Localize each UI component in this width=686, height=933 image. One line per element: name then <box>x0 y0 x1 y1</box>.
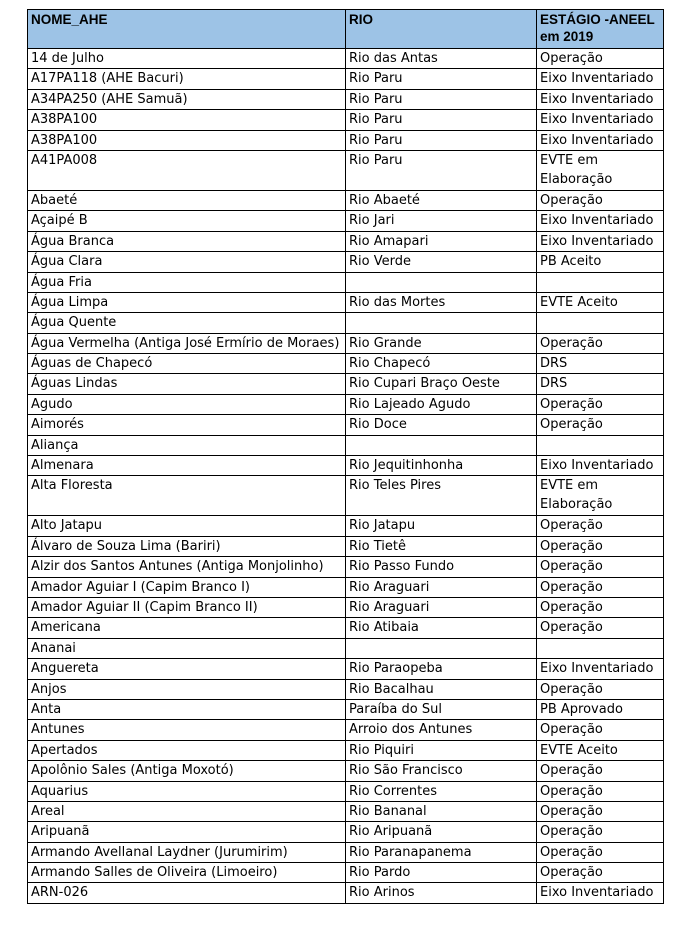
cell-estagio: Eixo Inventariado <box>537 69 664 89</box>
table-row <box>28 863 664 883</box>
cell-rio: Rio São Francisco <box>346 761 537 781</box>
cell-estagio: Operação <box>537 842 664 862</box>
table-row <box>28 557 664 577</box>
cell-nome-ahe: Apolônio Sales (Antiga Moxotó) <box>28 761 346 781</box>
cell-estagio: Eixo Inventariado <box>537 883 664 903</box>
cell-estagio: PB Aceito <box>537 252 664 272</box>
table-row <box>28 211 664 231</box>
table-row <box>28 842 664 862</box>
table-row <box>28 49 664 69</box>
cell-nome-ahe: Aripuanã <box>28 822 346 842</box>
cell-nome-ahe: Aquarius <box>28 781 346 801</box>
cell-rio: Rio Pardo <box>346 863 537 883</box>
cell-rio: Rio Araguari <box>346 597 537 617</box>
table-row <box>28 252 664 272</box>
table-row <box>28 110 664 130</box>
cell-rio: Rio Paru <box>346 110 537 130</box>
cell-estagio: Operação <box>537 394 664 414</box>
table-row <box>28 272 664 292</box>
table-row <box>28 659 664 679</box>
header-estagio <box>537 10 664 49</box>
cell-estagio: Operação <box>537 720 664 740</box>
table-row <box>28 89 664 109</box>
cell-rio: Rio Verde <box>346 252 537 272</box>
cell-nome-ahe: Álvaro de Souza Lima (Bariri) <box>28 536 346 556</box>
cell-estagio: Operação <box>537 781 664 801</box>
cell-estagio <box>537 313 664 333</box>
header-nome-ahe: NOME_AHE <box>28 10 346 49</box>
cell-nome-ahe: Ananai <box>28 638 346 658</box>
cell-estagio: Operação <box>537 801 664 821</box>
cell-nome-ahe: A38PA100 <box>28 130 346 150</box>
spreadsheet-table-wrapper <box>27 9 664 904</box>
cell-rio: Rio Amapari <box>346 231 537 251</box>
cell-estagio: Eixo Inventariado <box>537 659 664 679</box>
table-row <box>28 699 664 719</box>
cell-nome-ahe: Amador Aguiar I (Capim Branco I) <box>28 577 346 597</box>
cell-nome-ahe: Água Limpa <box>28 292 346 312</box>
cell-rio: Rio Bacalhau <box>346 679 537 699</box>
cell-estagio: DRS <box>537 374 664 394</box>
cell-estagio: Operação <box>537 557 664 577</box>
cell-estagio: Operação <box>537 536 664 556</box>
cell-estagio: Operação <box>537 190 664 210</box>
cell-nome-ahe: Água Clara <box>28 252 346 272</box>
cell-estagio: Operação <box>537 415 664 435</box>
cell-rio: Rio Tietê <box>346 536 537 556</box>
cell-rio: Rio Atibaia <box>346 618 537 638</box>
cell-estagio: EVTE em Elaboração <box>537 150 664 190</box>
cell-rio <box>346 313 537 333</box>
cell-rio: Rio Paru <box>346 150 537 190</box>
cell-rio: Rio Piquiri <box>346 740 537 760</box>
cell-nome-ahe: A17PA118 (AHE Bacuri) <box>28 69 346 89</box>
cell-rio: Rio Jari <box>346 211 537 231</box>
cell-estagio <box>537 638 664 658</box>
cell-rio <box>346 272 537 292</box>
cell-estagio: Operação <box>537 516 664 536</box>
cell-nome-ahe: Armando Avellanal Laydner (Jurumirim) <box>28 842 346 862</box>
cell-rio: Rio Aripuanã <box>346 822 537 842</box>
cell-nome-ahe: Água Vermelha (Antiga José Ermírio de Moraes) <box>28 333 346 353</box>
cell-estagio: Operação <box>537 618 664 638</box>
table-row <box>28 883 664 903</box>
cell-rio: Paraíba do Sul <box>346 699 537 719</box>
cell-rio: Rio Jequitinhonha <box>346 456 537 476</box>
cell-rio: Rio Passo Fundo <box>346 557 537 577</box>
table-row <box>28 313 664 333</box>
cell-nome-ahe: Alto Jatapu <box>28 516 346 536</box>
cell-rio: Rio Abaeté <box>346 190 537 210</box>
cell-rio: Rio Cupari Braço Oeste <box>346 374 537 394</box>
cell-rio: Rio Correntes <box>346 781 537 801</box>
cell-rio: Rio Chapecó <box>346 354 537 374</box>
header-row <box>28 10 664 49</box>
table-row <box>28 435 664 455</box>
table-row <box>28 516 664 536</box>
cell-rio: Rio Arinos <box>346 883 537 903</box>
cell-rio <box>346 638 537 658</box>
cell-estagio: DRS <box>537 354 664 374</box>
cell-nome-ahe: Abaeté <box>28 190 346 210</box>
table-row <box>28 801 664 821</box>
cell-rio: Rio Paranapanema <box>346 842 537 862</box>
cell-nome-ahe: Anta <box>28 699 346 719</box>
cell-rio: Rio das Antas <box>346 49 537 69</box>
cell-estagio: Operação <box>537 333 664 353</box>
cell-nome-ahe: Alzir dos Santos Antunes (Antiga Monjolinho) <box>28 557 346 577</box>
cell-rio <box>346 435 537 455</box>
table-row <box>28 150 664 190</box>
cell-nome-ahe: Antunes <box>28 720 346 740</box>
table-row <box>28 536 664 556</box>
cell-nome-ahe: 14 de Julho <box>28 49 346 69</box>
table-row <box>28 292 664 312</box>
cell-estagio: Eixo Inventariado <box>537 89 664 109</box>
cell-estagio: Operação <box>537 679 664 699</box>
table-row <box>28 577 664 597</box>
cell-rio: Rio Paru <box>346 69 537 89</box>
table-row <box>28 618 664 638</box>
table-row <box>28 456 664 476</box>
table-row <box>28 720 664 740</box>
header-rio: RIO <box>346 10 537 49</box>
cell-rio: Rio Teles Pires <box>346 476 537 516</box>
table-row <box>28 638 664 658</box>
cell-rio: Rio Paru <box>346 89 537 109</box>
cell-nome-ahe: Almenara <box>28 456 346 476</box>
cell-rio: Rio Paraopeba <box>346 659 537 679</box>
cell-nome-ahe: Água Fria <box>28 272 346 292</box>
cell-nome-ahe: Aliança <box>28 435 346 455</box>
table-row <box>28 781 664 801</box>
cell-estagio: PB Aprovado <box>537 699 664 719</box>
cell-nome-ahe: Agudo <box>28 394 346 414</box>
cell-estagio <box>537 272 664 292</box>
cell-nome-ahe: Água Branca <box>28 231 346 251</box>
cell-nome-ahe: Areal <box>28 801 346 821</box>
cell-nome-ahe: Anjos <box>28 679 346 699</box>
cell-nome-ahe: Apertados <box>28 740 346 760</box>
cell-nome-ahe: Açaipé B <box>28 211 346 231</box>
table-row <box>28 130 664 150</box>
table-row <box>28 231 664 251</box>
cell-nome-ahe: Águas Lindas <box>28 374 346 394</box>
cell-rio: Rio Bananal <box>346 801 537 821</box>
table-row <box>28 69 664 89</box>
table-row <box>28 190 664 210</box>
cell-estagio: Eixo Inventariado <box>537 211 664 231</box>
cell-rio: Rio das Mortes <box>346 292 537 312</box>
cell-estagio: Operação <box>537 577 664 597</box>
cell-nome-ahe: Águas de Chapecó <box>28 354 346 374</box>
cell-estagio: Operação <box>537 863 664 883</box>
cell-estagio: Eixo Inventariado <box>537 130 664 150</box>
header-estagio-label: ESTÁGIO -ANEEL em 2019 <box>540 12 655 44</box>
table-row <box>28 374 664 394</box>
cell-estagio: Eixo Inventariado <box>537 456 664 476</box>
table-row <box>28 761 664 781</box>
cell-rio: Rio Grande <box>346 333 537 353</box>
table-row <box>28 394 664 414</box>
cell-nome-ahe: Água Quente <box>28 313 346 333</box>
cell-estagio <box>537 435 664 455</box>
cell-nome-ahe: A38PA100 <box>28 110 346 130</box>
table-row <box>28 822 664 842</box>
cell-estagio: Eixo Inventariado <box>537 231 664 251</box>
cell-nome-ahe: A34PA250 (AHE Samuã) <box>28 89 346 109</box>
table-row <box>28 740 664 760</box>
cell-nome-ahe: Amador Aguiar II (Capim Branco II) <box>28 597 346 617</box>
cell-rio: Rio Jatapu <box>346 516 537 536</box>
cell-rio: Rio Paru <box>346 130 537 150</box>
table-row <box>28 476 664 516</box>
cell-rio: Rio Araguari <box>346 577 537 597</box>
cell-estagio: Operação <box>537 49 664 69</box>
cell-nome-ahe: Anguereta <box>28 659 346 679</box>
cell-nome-ahe: A41PA008 <box>28 150 346 190</box>
cell-nome-ahe: Americana <box>28 618 346 638</box>
table-row <box>28 415 664 435</box>
cell-estagio: Eixo Inventariado <box>537 110 664 130</box>
table-row <box>28 354 664 374</box>
ahe-table <box>27 9 664 904</box>
table-body <box>28 49 664 904</box>
cell-rio: Rio Doce <box>346 415 537 435</box>
cell-estagio: Operação <box>537 597 664 617</box>
cell-nome-ahe: Alta Floresta <box>28 476 346 516</box>
cell-nome-ahe: Aimorés <box>28 415 346 435</box>
cell-estagio: Operação <box>537 761 664 781</box>
table-row <box>28 679 664 699</box>
cell-estagio: EVTE em Elaboração <box>537 476 664 516</box>
cell-nome-ahe: Armando Salles de Oliveira (Limoeiro) <box>28 863 346 883</box>
table-row <box>28 597 664 617</box>
cell-rio: Rio Lajeado Agudo <box>346 394 537 414</box>
cell-estagio: Operação <box>537 822 664 842</box>
cell-estagio: EVTE Aceito <box>537 740 664 760</box>
cell-rio: Arroio dos Antunes <box>346 720 537 740</box>
cell-estagio: EVTE Aceito <box>537 292 664 312</box>
table-row <box>28 333 664 353</box>
cell-nome-ahe: ARN-026 <box>28 883 346 903</box>
